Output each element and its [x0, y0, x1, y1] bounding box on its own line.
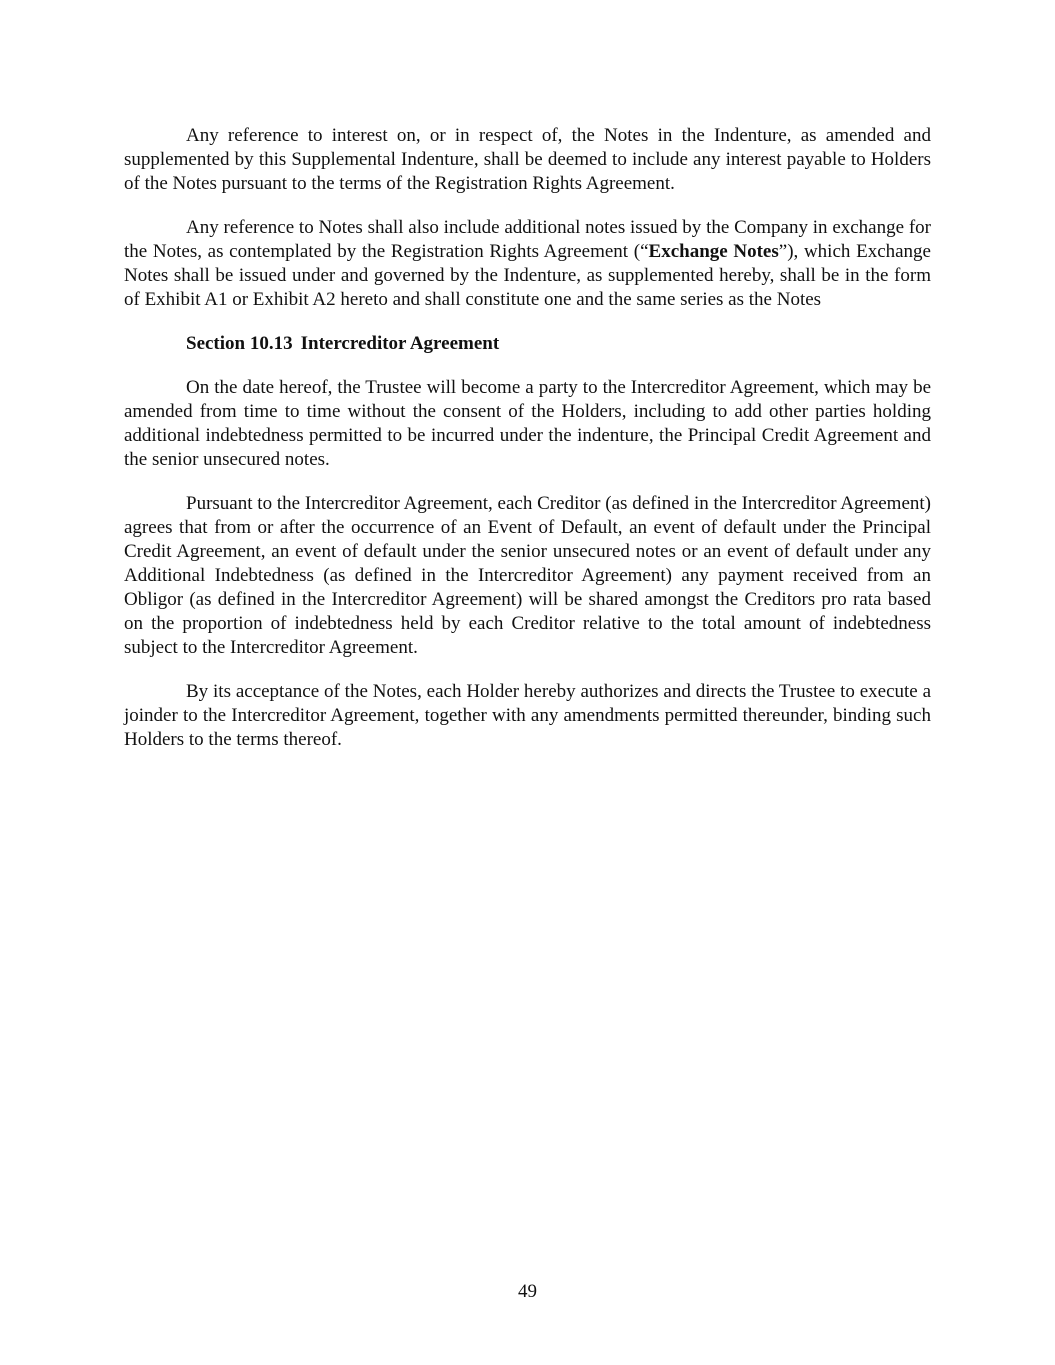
- section-number: Section 10.13: [186, 333, 293, 354]
- exchange-text-after: ”), which Exchange Notes shall be issued under and governed by the Indenture, as supplemented hereby, shall be in the form of Exhibit A1 or Exhibit A2 hereto and shall constitute one and the same series as the Notes: [124, 241, 931, 310]
- paragraph-exchange-notes: [124, 216, 931, 312]
- paragraph-interest: Any reference to interest on, or in respect of, the Notes in the Indenture, as amended and supplemented by this Supplemental Indenture, shall be deemed to include any interest payable to Holders of the Notes pursuant to the terms of the Registration Rights Agreement.: [124, 125, 931, 194]
- paragraph-pursuant: Pursuant to the Intercreditor Agreement, each Creditor (as defined in the Intercreditor Agreement) agrees that from or after the occurrence of an Event of Default, an event of default under the Principal Credit Agreement, an event of default under the senior unsecured notes or an event of default under any Additional Indebtedness (as defined in the Intercreditor Agreement) any payment received from an Obligor (as defined in the Intercreditor Agreement) will be shared amongst the Creditors pro rata based on the proportion of indebtedness held by each Creditor relative to the total amount of indebtedness subject to the Intercreditor Agreement.: [124, 493, 931, 658]
- section-heading: [124, 332, 931, 356]
- paragraph-trustee: On the date hereof, the Trustee will become a party to the Intercreditor Agreement, which may be amended from time to time without the consent of the Holders, including to add other parties holding additional indebtedness permitted to be incurred under the indenture, the Principal Credit Agreement and the senior unsecured notes.: [124, 377, 931, 470]
- page-number: 49: [518, 1281, 537, 1302]
- section-title: Intercreditor Agreement: [300, 333, 500, 354]
- exchange-text-before: Any reference to Notes shall also include additional notes issued by the Company in exchange for the Notes, as contemplated by the Registration Rights Agreement (“: [124, 217, 931, 262]
- paragraph-acceptance: By its acceptance of the Notes, each Holder hereby authorizes and directs the Trustee to execute a joinder to the Intercreditor Agreement, together with any amendments permitted thereunder, binding such Holders to the terms thereof.: [124, 681, 931, 750]
- exchange-notes-term: Exchange Notes: [648, 241, 779, 262]
- document-body: [124, 124, 931, 772]
